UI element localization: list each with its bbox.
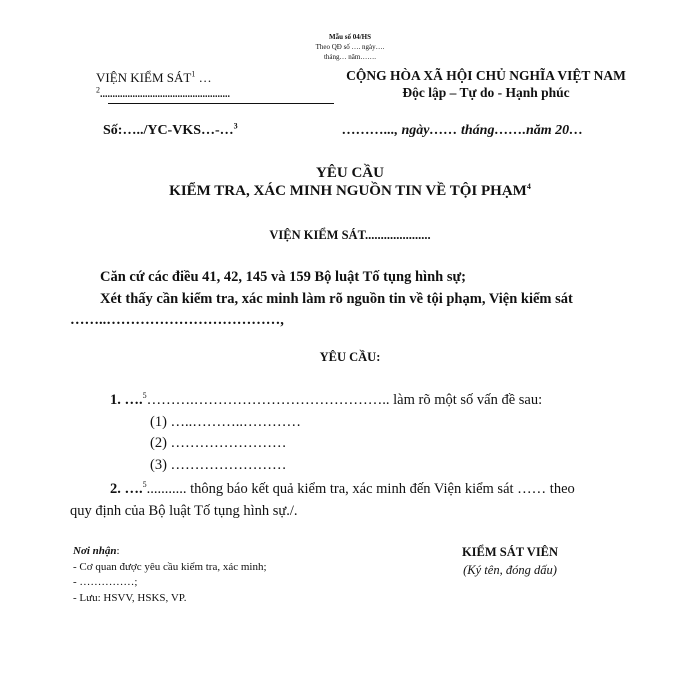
recipients-heading: [73, 545, 120, 557]
preamble-consideration-cont: ……..………………………………,: [70, 312, 284, 328]
preamble-legal-basis: Căn cứ các điều 41, 42, 145 và 159 Bộ luật Tố tụng hình sự;: [100, 269, 466, 285]
issuing-agency: VIỆN KIỂM SÁT.....................: [269, 228, 431, 242]
request-heading: YÊU CẦU:: [319, 350, 381, 364]
item-1-text: ……….………………………………….. làm rõ một số vấn đề sau:: [146, 392, 543, 408]
item-1-number: 1. ….: [110, 392, 143, 408]
signature-note: (Ký tên, đóng dấu): [463, 563, 557, 577]
recipients-heading-text: Nơi nhận: [73, 545, 117, 557]
footnote-ref-4: 4: [526, 182, 531, 191]
preamble-consideration: Xét thấy cần kiểm tra, xác minh làm rõ nguồn tin về tội phạm, Viện kiểm sát: [100, 291, 573, 307]
document-subtitle: [0, 183, 700, 200]
request-item-2: [110, 481, 575, 498]
footnote-ref-3: 3: [233, 121, 238, 131]
agency-underline: [108, 103, 334, 104]
recipient-line-1: - Cơ quan được yêu cầu kiểm tra, xác minh;: [73, 561, 267, 573]
national-header: [336, 67, 636, 101]
item-1-subitem-3: (3) ……………………: [150, 457, 287, 473]
signer-title: KIỂM SÁT VIÊN: [461, 545, 559, 559]
country-name: CỘNG HÒA XÃ HỘI CHỦ NGHĨA VIỆT NAM: [346, 68, 626, 83]
recipients-heading-colon: :: [116, 545, 120, 557]
item-2-number: 2. ….: [110, 481, 143, 497]
footnote-ref-1: 1: [191, 69, 196, 79]
footnote-ref-5: 5: [142, 391, 147, 401]
date-line: ………..., ngày…… tháng…….năm 20…: [342, 123, 584, 138]
agency-name: [96, 70, 212, 86]
recipient-line-3: - Lưu: HSVV, HSKS, VP.: [73, 592, 187, 604]
recipient-line-2: - ……………;: [73, 576, 138, 588]
form-code-decision: Theo QĐ số …. ngày….: [315, 43, 385, 51]
document-number-text: Số:…../YC-VKS…-…: [103, 123, 234, 138]
footnote-ref-2: 2: [96, 85, 100, 95]
agency-name-suffix: …: [195, 70, 212, 85]
request-item-1: [110, 392, 542, 409]
document-subtitle-text: KIỂM TRA, XÁC MINH NGUỒN TIN VỀ TỘI PHẠM: [169, 183, 527, 199]
item-2-text-cont: quy định của Bộ luật Tố tụng hình sự./.: [70, 503, 298, 519]
footnote-ref-5b: 5: [142, 480, 147, 490]
document-title: YÊU CẦU: [316, 165, 384, 181]
item-1-subitem-2: (2) ……………………: [150, 435, 287, 451]
agency-subunit-dots: ....................................................: [100, 89, 230, 100]
agency-name-text: VIỆN KIỂM SÁT: [96, 70, 192, 85]
agency-subunit: [96, 85, 230, 100]
document-number: [103, 123, 238, 139]
item-1-subitem-1: (1) …..………..…………: [150, 414, 302, 430]
item-2-text: ........... thông báo kết quả kiểm tra, xác minh đến Viện kiểm sát …… theo: [146, 481, 575, 497]
country-motto: Độc lập – Tự do - Hạnh phúc: [402, 85, 570, 100]
form-code-date: tháng… năm…….: [323, 53, 377, 61]
form-code-number: Mẫu số 04/HS: [328, 33, 371, 41]
form-code: [300, 32, 400, 62]
